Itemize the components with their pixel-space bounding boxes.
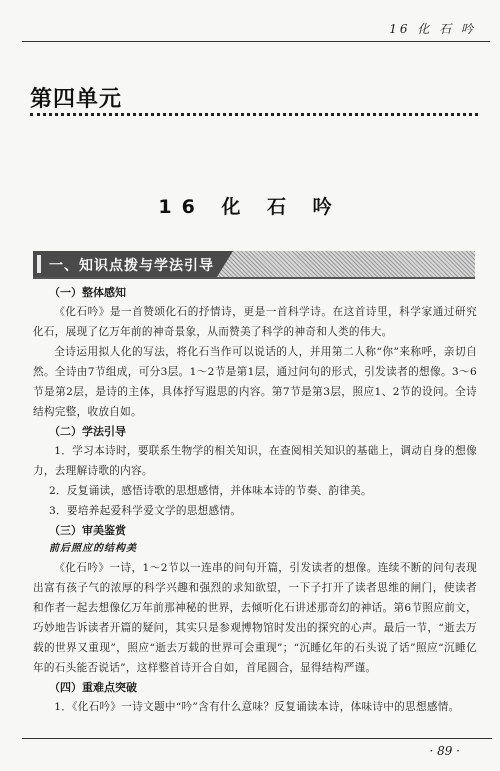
subheading: 前后照应的结构美 [49,543,137,554]
lesson-title: 16 化 石 吟 [158,196,342,218]
heading-appreciation: （三）审美鉴赏 [49,524,126,537]
running-header-text: 16 化 石 吟 [389,22,476,36]
list-item: 1．《化石吟》一诗文题中“吟”含有什么意味？反复诵读本诗，体味诗中的思想感情。 [54,701,460,713]
heading-difficulty: （四）重难点突破 [49,681,137,694]
unit-dotted-rule [30,113,478,116]
heading-method: （二）学法引导 [49,425,126,438]
list-item: 3．要培养起爱科学爱文学的思想感情。 [49,505,242,517]
paragraph: 全诗运用拟人化的写法，将化石当作可以说话的人，并用第二人称“你”来称呼，亲切自然。全诗由7节组成，可分3层。1～2节是第1层，通过问句的形式，引发读者的想像。3～6节是第2层，是诗的主体，具体抒写遐思的内容。第7节是第3层，照应1、2节的设问。全诗结构完整，收放自如。 [33,346,477,418]
header-rule [22,41,490,42]
list-item: 1．学习本诗时，要联系生物学的相关知识，在查阅相关知识的基础上，调动自身的想像力，去理解诗歌的内容。 [33,445,477,477]
section-banner-marker [37,255,41,273]
list-item: 2．反复诵读，感悟诗歌的思想感情，并体味本诗的节奏、韵律美。 [49,485,372,497]
page-number: · 89 · [429,744,460,758]
section-title: 一、知识点拨与学法引导 [49,258,214,274]
footer-rule [22,738,492,739]
paragraph: 《化石吟》一诗，1～2节以一连串的问句开篇，引发读者的想像。连续不断的问句表现出富有孩子气的浓厚的科学兴趣和强烈的求知欲望，一下子打开了读者思维的闸门，使读者和作者一起去想像亿万年前那神秘的世界，去倾听化石讲述那奇幻的神话。第6节照应前文，巧妙地告诉读者开篇的疑问，其实只是参观博物馆时发出的探究的心声。最后一节，“逝去万载的世界又重现”，照应“逝去万载的世界可会重现”；“沉睡亿年的石头说了话”照应“沉睡亿年的石头能否说话”，这样整首诗开合自如，首尾圆合，显得结构严谨。 [33,562,477,674]
running-header [0,18,500,40]
body-text [33,283,477,717]
heading-overall: （一）整体感知 [49,286,126,299]
paragraph: 《化石吟》是一首赞颂化石的抒情诗，更是一首科学诗。在这首诗里，科学家通过研究化石，展现了亿万年前的神奇景象，从而赞美了科学的神奇和人类的伟大。 [33,306,477,338]
unit-title: 第四单元 [30,87,123,112]
section-banner [33,251,475,279]
